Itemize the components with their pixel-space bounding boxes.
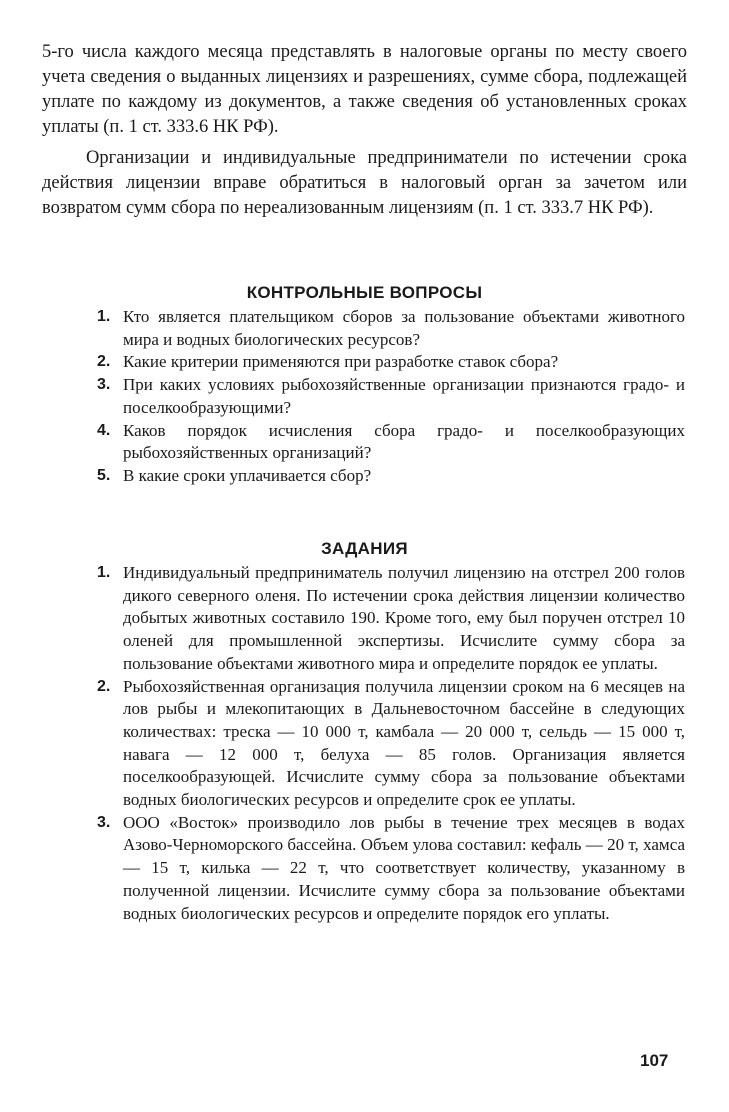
tasks-heading: ЗАДАНИЯ <box>321 539 408 558</box>
task-item <box>95 812 685 926</box>
task-item <box>95 562 685 676</box>
question-number: 5. <box>97 466 111 484</box>
intro-text <box>42 40 687 221</box>
question-item <box>95 374 685 419</box>
task-number: 1. <box>97 564 111 581</box>
question-text: Какие критерии применяются при разработке ставок сбора? <box>123 352 559 372</box>
intro-paragraph-1: 5-го числа каждого месяца представлять в налоговые органы по месту своего учета сведения о выданных лицензиях и разрешениях, сумме сбора, подлежащей уплате по каждому из документов, а также сведения об установленных сроках уплаты (п. 1 ст. 333.6 НК РФ). <box>42 42 687 137</box>
task-text: Рыбохозяйственная организация получила лицензии сроком на 6 месяцев на лов рыбы и млекопитающих в Дальневосточном бассейне в следующих количествах: треска — 10 000 т, камбала — 20 000 т, сельдь — 15 000 т, навага — 12 000 т, белуха — 85 голов. Организация является поселкообразующей. Исчислите сумму сбора за пользование объектами водных биологических ресурсов и определите срок ее уплаты. <box>123 676 685 810</box>
task-number: 2. <box>97 677 111 695</box>
question-text: Кто является плательщиком сборов за пользование объектами животного мира и водных биологических ресурсов? <box>123 307 685 349</box>
question-number: 2. <box>97 353 111 371</box>
questions-list <box>95 306 685 488</box>
tasks-list <box>95 562 685 925</box>
question-item <box>95 420 685 465</box>
question-item <box>95 351 685 374</box>
question-text: В какие сроки уплачивается сбор? <box>123 465 372 485</box>
task-text: Индивидуальный предприниматель получил лицензию на отстрел 200 голов дикого северного оленя. По истечении срока действия лицензии количество добытых животных составило 190. Кроме того, ему был поручен отстрел 10 оленей для промышленной экспертизы. Исчислите сумму сбора за пользование объектами животного мира и определите порядок ее уплаты. <box>123 563 685 673</box>
question-number: 1. <box>97 308 111 325</box>
questions-heading: КОНТРОЛЬНЫЕ ВОПРОСЫ <box>246 283 483 302</box>
task-text: ООО «Восток» производило лов рыбы в течение трех месяцев в водах Азово-Черноморского бассейна. Объем улова составил: кефаль — 20 т, хамса — 15 т, килька — 22 т, что соответствует количеству, указанному в полученной лицензии. Исчислите сумму сбора за пользование объектами водных биологических ресурсов и определите порядок его уплаты. <box>123 812 685 923</box>
intro-paragraph-2: Организации и индивидуальные предприниматели по истечении срока действия лицензии вправе обратиться в налоговый орган за зачетом или возвратом сумм сбора по нереализованным лицензиям (п. 1 ст. 333.7 НК РФ). <box>42 148 687 218</box>
question-number: 3. <box>97 376 111 394</box>
question-number: 4. <box>97 421 111 439</box>
question-item <box>95 465 685 488</box>
question-item <box>95 306 685 351</box>
question-text: При каких условиях рыбохозяйственные организации признаются градо- и поселкообразующими? <box>123 375 685 417</box>
page-number: 107 <box>640 1051 669 1070</box>
task-item <box>95 676 685 812</box>
task-number: 3. <box>97 813 111 831</box>
question-text: Каков порядок исчисления сбора градо- и поселкообразующих рыбохозяйственных организаций? <box>123 420 685 463</box>
